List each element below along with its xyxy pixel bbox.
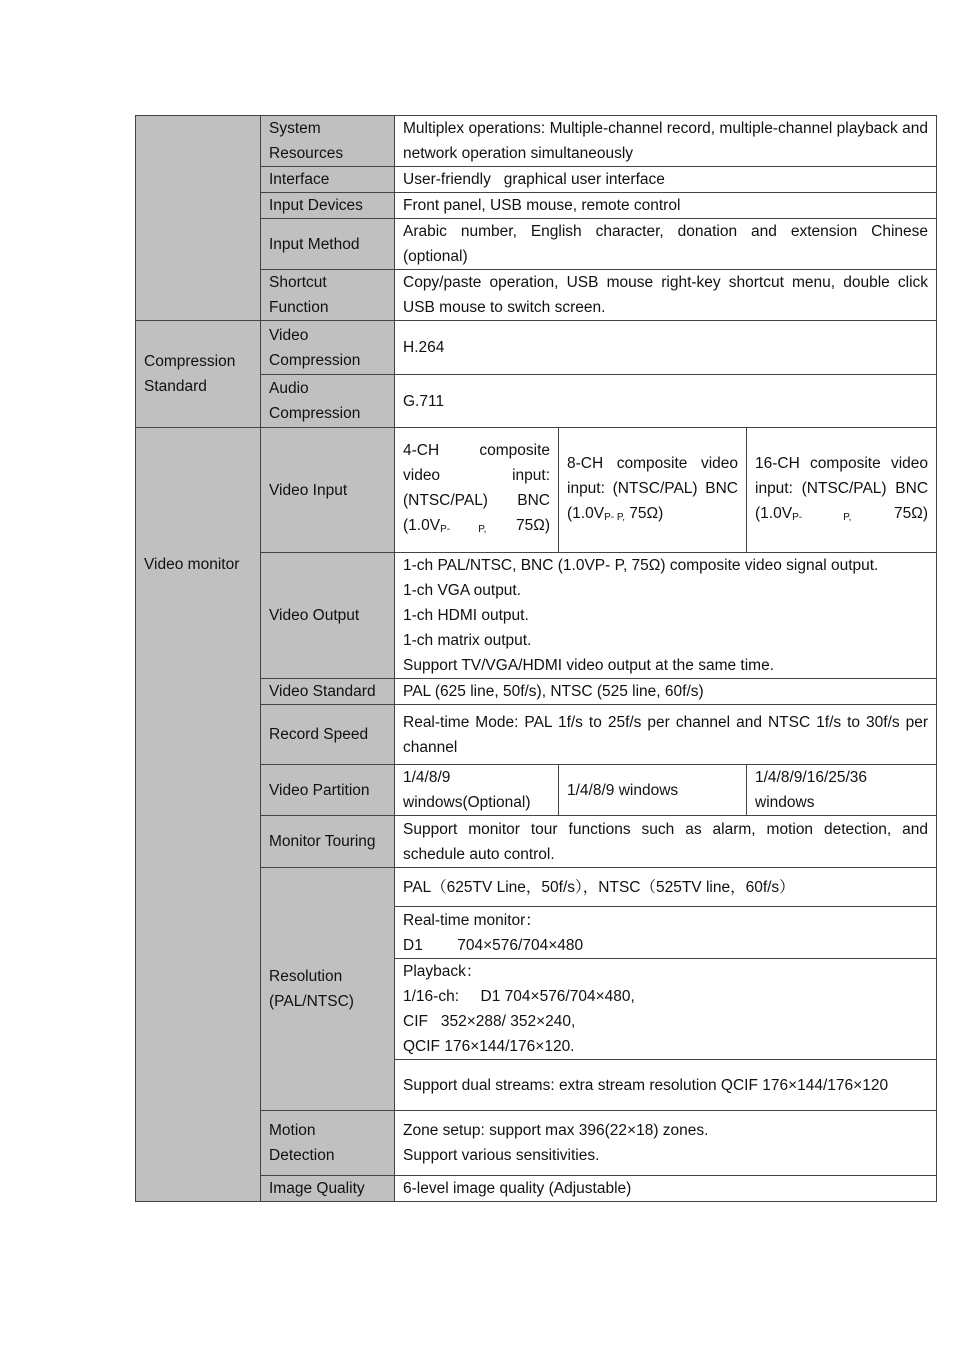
- input-devices-label: Input Devices: [261, 193, 395, 219]
- video-partition-option-3: 1/4/8/9/16/25/36 windows: [747, 765, 937, 816]
- motion-detection-value: Zone setup: support max 396(22×18) zones. Support various sensitivities.: [395, 1111, 937, 1176]
- system-resources-value: Multiplex operations: Multiple-channel record, multiple-channel playback and network operation simultaneously: [395, 116, 937, 167]
- resolution-label: Resolution (PAL/NTSC): [261, 868, 395, 1111]
- input-devices-value: Front panel, USB mouse, remote control: [395, 193, 937, 219]
- resolution-realtime-value: Real-time monitor： D1 704×576/704×480: [395, 907, 937, 959]
- compression-standard-category: Compression Standard: [136, 321, 261, 428]
- video-monitor-category: Video monitor: [136, 428, 261, 1202]
- interface-label: Interface: [261, 167, 395, 193]
- shortcut-function-value: Copy/paste operation, USB mouse right-key shortcut menu, double click USB mouse to switch screen.: [395, 270, 937, 321]
- record-speed-label: Record Speed: [261, 705, 395, 765]
- video-partition-label: Video Partition: [261, 765, 395, 816]
- shortcut-function-label: Shortcut Function: [261, 270, 395, 321]
- resolution-pal-value: PAL（625TV Line，50f/s），NTSC（525TV line，60f/s）: [395, 868, 937, 907]
- video-compression-value: H.264: [395, 321, 937, 375]
- system-category-cell: [136, 116, 261, 321]
- resolution-playback-value: Playback： 1/16-ch: D1 704×576/704×480, CIF 352×288/ 352×240, QCIF 176×144/176×120.: [395, 959, 937, 1060]
- interface-value: User-friendly graphical user interface: [395, 167, 937, 193]
- input-method-value: Arabic number, English character, donation and extension Chinese (optional): [395, 219, 937, 270]
- video-input-4ch: 4-CH composite video input: (NTSC/PAL) BNC ($1.0V_{P- P,}$ 75Ω): [395, 428, 559, 553]
- image-quality-label: Image Quality: [261, 1176, 395, 1202]
- spec-table: [135, 115, 937, 1202]
- audio-compression-label: Audio Compression: [261, 375, 395, 428]
- video-input-label: Video Input: [261, 428, 395, 553]
- video-standard-label: Video Standard: [261, 679, 395, 705]
- video-input-8ch: 8-CH composite video input: (NTSC/PAL) BNC ($1.0V_{P- P,}$ 75Ω): [559, 428, 747, 553]
- motion-detection-label: Motion Detection: [261, 1111, 395, 1176]
- monitor-touring-label: Monitor Touring: [261, 816, 395, 868]
- video-compression-label: Video Compression: [261, 321, 395, 375]
- video-standard-value: PAL (625 line, 50f/s), NTSC (525 line, 60f/s): [395, 679, 937, 705]
- system-resources-label: System Resources: [261, 116, 395, 167]
- video-input-16ch: 16-CH composite video input: (NTSC/PAL) BNC ($1.0V_{P- P,}$ 75Ω): [747, 428, 937, 553]
- input-method-label: Input Method: [261, 219, 395, 270]
- video-partition-option-2: 1/4/8/9 windows: [559, 765, 747, 816]
- resolution-dual-stream-value: Support dual streams: extra stream resolution QCIF 176×144/176×120: [395, 1060, 937, 1111]
- monitor-touring-value: Support monitor tour functions such as alarm, motion detection, and schedule auto control.: [395, 816, 937, 868]
- audio-compression-value: G.711: [395, 375, 937, 428]
- record-speed-value: Real-time Mode: PAL 1f/s to 25f/s per channel and NTSC 1f/s to 30f/s per channel: [395, 705, 937, 765]
- video-output-label: Video Output: [261, 553, 395, 679]
- video-output-value: 1-ch PAL/NTSC, BNC (1.0VP- P, 75Ω) composite video signal output. 1-ch VGA output. 1-ch HDMI output. 1-ch matrix output. Support TV/VGA/HDMI video output at the same time.: [395, 553, 937, 679]
- image-quality-value: 6-level image quality (Adjustable): [395, 1176, 937, 1202]
- video-partition-option-1: 1/4/8/9 windows(Optional): [395, 765, 559, 816]
